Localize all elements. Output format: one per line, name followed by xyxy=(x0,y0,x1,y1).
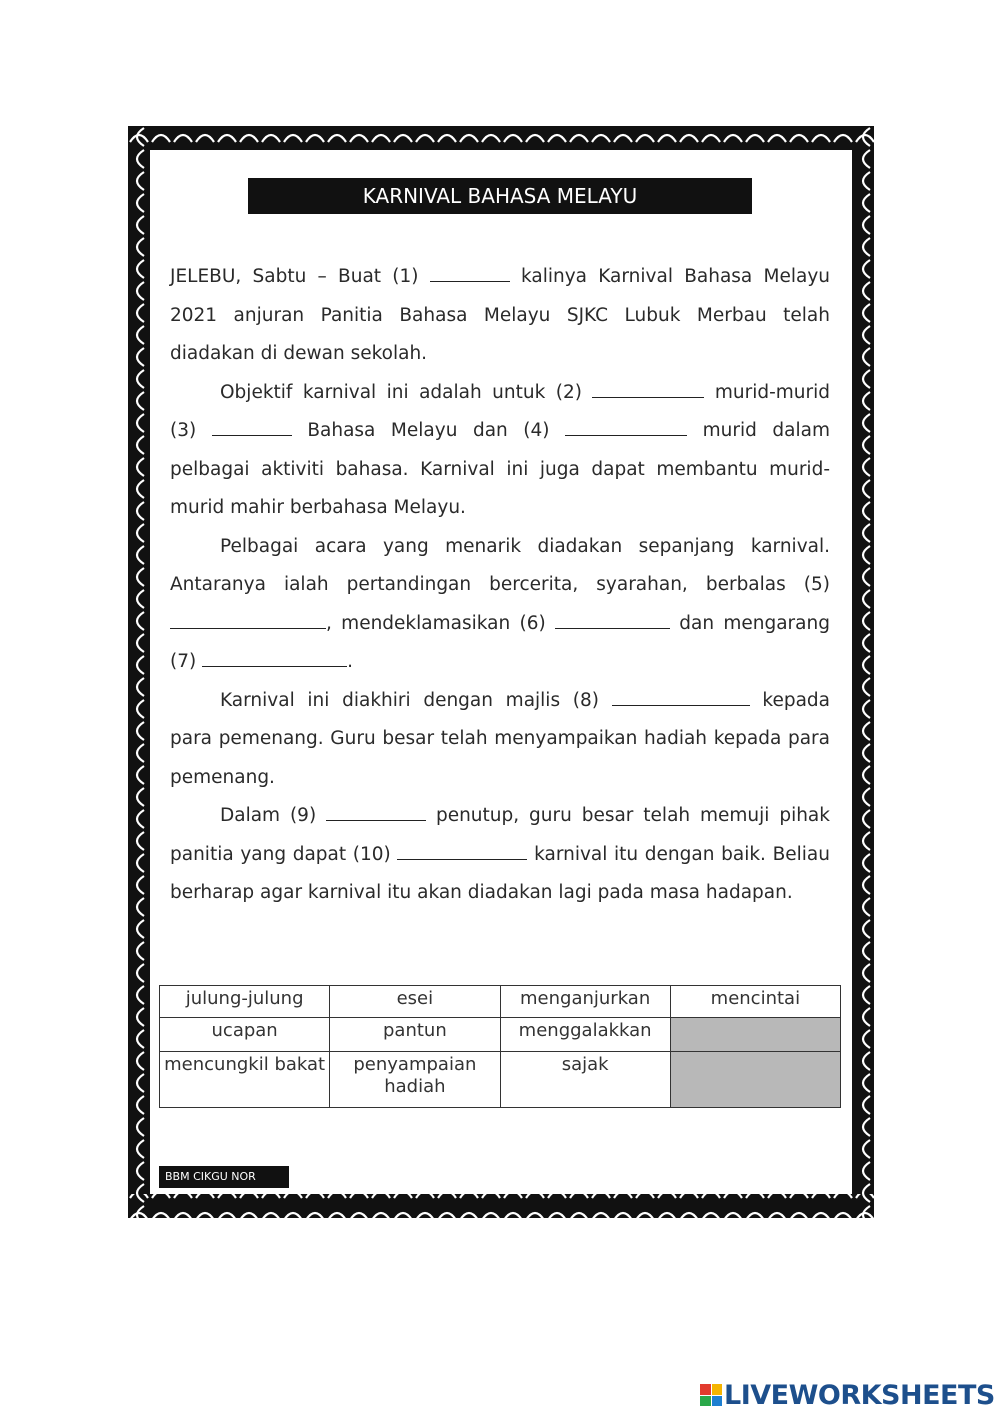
blank-10[interactable] xyxy=(397,837,527,860)
p1-text-a: JELEBU, Sabtu – Buat (1) xyxy=(170,266,419,287)
paragraph-4 xyxy=(170,682,830,798)
blank-7[interactable] xyxy=(202,644,347,667)
p3-text-a: Pelbagai acara yang menarik diadakan sepanjang karnival. Antaranya ialah pertandingan bercerita, syarahan, berbalas (5) xyxy=(170,535,830,595)
passage xyxy=(170,258,830,913)
p2-text-b: murid-murid (3) xyxy=(170,381,830,441)
p3-text-b: , xyxy=(326,612,332,634)
p5-text-c: karnival itu dengan baik. Beliau berharap agar karnival itu akan diadakan lagi pada masa hadapan. xyxy=(170,843,830,903)
paragraph-1 xyxy=(170,258,830,374)
p2-text-a: Objektif karnival ini adalah untuk (2) xyxy=(220,381,582,403)
blank-4[interactable] xyxy=(565,413,687,436)
worksheet-title: KARNIVAL BAHASA MELAYU xyxy=(248,178,752,214)
word-bank-cell: pantun xyxy=(330,1018,500,1052)
word-bank-cell: esei xyxy=(330,986,500,1018)
word-bank-cell: mencungkil bakat xyxy=(160,1052,330,1108)
blank-5[interactable] xyxy=(170,606,326,629)
word-bank-cell: menganjurkan xyxy=(500,986,670,1018)
word-bank-table xyxy=(159,985,841,1108)
blank-9[interactable] xyxy=(326,798,426,821)
brand-name: LIVEWORKSHEETS xyxy=(724,1379,995,1411)
p3-text-e: . xyxy=(347,651,353,672)
paragraph-3 xyxy=(170,528,830,682)
p4-text-b: kepada para pemenang. Guru besar telah menyampaikan hadiah kepada para pemenang. xyxy=(170,689,830,788)
blank-6[interactable] xyxy=(555,606,670,629)
word-bank-cell-empty xyxy=(670,1052,840,1108)
p2-text-d: murid dalam pelbagai aktiviti bahasa. Karnival ini juga dapat membantu murid-murid mahir berbahasa Melayu. xyxy=(170,420,830,518)
paragraph-2 xyxy=(170,374,830,528)
word-bank-cell: ucapan xyxy=(160,1018,330,1052)
word-bank-row xyxy=(160,986,841,1018)
p5-text-a: Dalam (9) xyxy=(220,805,317,826)
p1-text-b: kalinya Karnival Bahasa Melayu 2021 anjuran Panitia Bahasa Melayu SJKC Lubuk Merbau telah diadakan di dewan sekolah. xyxy=(170,266,830,364)
blank-2[interactable] xyxy=(592,375,704,398)
word-bank-cell: penyampaian hadiah xyxy=(330,1052,500,1108)
blank-8[interactable] xyxy=(612,683,750,706)
word-bank-cell: sajak xyxy=(500,1052,670,1108)
p3-text-c: mendeklamasikan (6) xyxy=(341,612,546,634)
liveworksheets-logo-icon xyxy=(700,1384,722,1406)
word-bank-row xyxy=(160,1052,841,1108)
liveworksheets-logo xyxy=(700,1380,995,1410)
blank-3[interactable] xyxy=(212,413,292,436)
p2-text-c: Bahasa Melayu dan (4) xyxy=(307,420,550,441)
word-bank-cell: menggalakkan xyxy=(500,1018,670,1052)
p5-text-b: penutup, guru besar telah memuji pihak panitia yang dapat (10) xyxy=(170,805,830,865)
word-bank-cell-empty xyxy=(670,1018,840,1052)
word-bank-cell: julung-julung xyxy=(160,986,330,1018)
p3-text-d: dan mengarang (7) xyxy=(170,612,830,672)
author-tag: BBM CIKGU NOR xyxy=(159,1166,289,1188)
word-bank-row xyxy=(160,1018,841,1052)
paragraph-5 xyxy=(170,797,830,913)
blank-1[interactable] xyxy=(430,259,510,282)
word-bank-cell: mencintai xyxy=(670,986,840,1018)
p4-text-a: Karnival ini diakhiri dengan majlis (8) xyxy=(220,689,599,711)
